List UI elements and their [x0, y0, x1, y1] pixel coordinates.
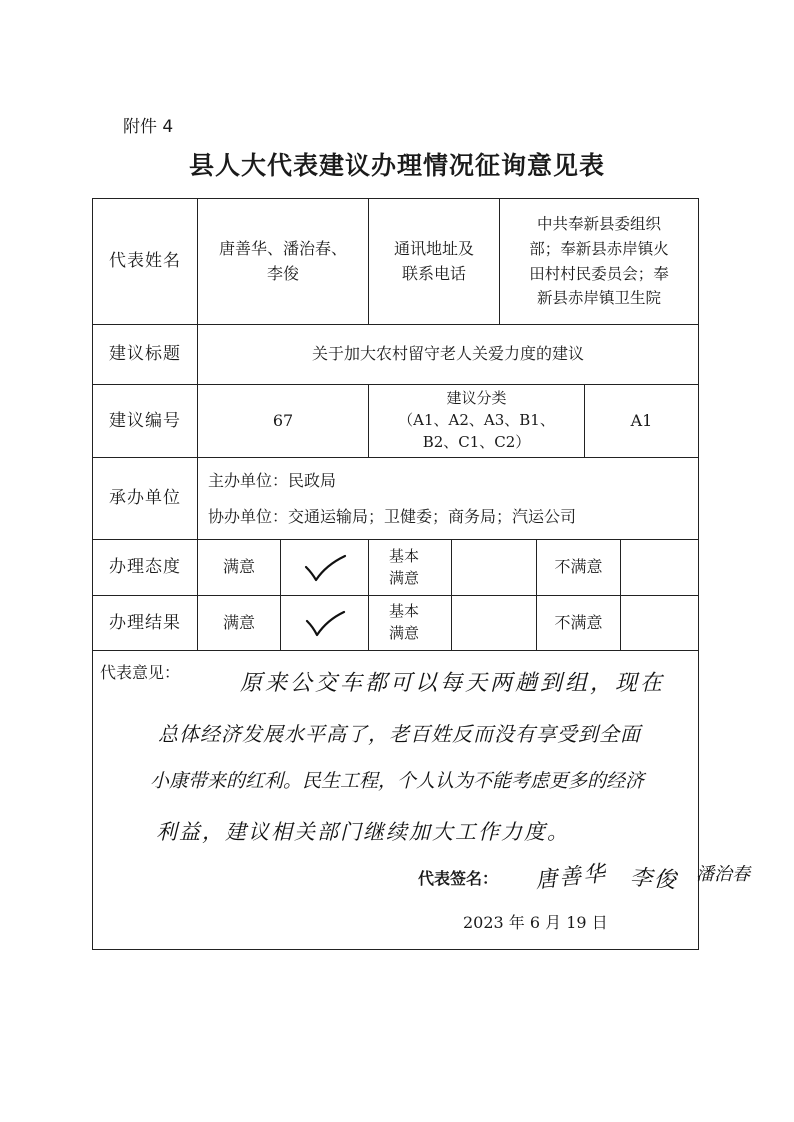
result-unsatisfied-label: 不满意 [536, 595, 621, 651]
checkmark-icon [302, 608, 348, 638]
attitude-satisfied-box[interactable] [280, 539, 369, 596]
opinion-line-2: 总体经济发展水平高了，老百姓反而没有享受到全面 [158, 722, 641, 746]
opinion-line-4: 利益，建议相关部门继续加大工作力度。 [156, 820, 570, 844]
proposal-title-label: 建议标题 [92, 324, 198, 385]
proposal-title-value: 关于加大农村留守老人关爱力度的建议 [197, 324, 699, 385]
contact-label: 通讯地址及 联系电话 [368, 198, 500, 325]
proposal-number-label: 建议编号 [92, 384, 198, 458]
category-value: A1 [584, 384, 699, 458]
attitude-unsatisfied-label: 不满意 [536, 539, 621, 596]
result-basic-label: 基本 满意 [368, 595, 452, 651]
signature-date: 2023 年 6 月 19 日 [463, 913, 608, 932]
attachment-label: 附件 4 [123, 117, 174, 137]
attitude-basic-label: 基本 满意 [368, 539, 452, 596]
rep-names-value: 唐善华、潘治春、 李俊 [197, 198, 369, 325]
page-title: 县人大代表建议办理情况征询意见表 [188, 151, 605, 180]
result-satisfied-label: 满意 [197, 595, 281, 651]
result-satisfied-box[interactable] [280, 595, 369, 651]
attitude-unsatisfied-box[interactable] [620, 539, 699, 596]
proposal-number-value: 67 [197, 384, 369, 458]
signature-1: 唐善华 [534, 861, 609, 894]
result-basic-box[interactable] [451, 595, 537, 651]
lead-unit: 主办单位：民政局 [208, 471, 337, 491]
category-label: 建议分类 （A1、A2、A3、B1、 B2、C1、C2） [368, 384, 585, 458]
rep-name-label: 代表姓名 [92, 198, 198, 325]
opinion-label: 代表意见： [100, 663, 181, 682]
attitude-label: 办理态度 [92, 539, 198, 596]
opinion-line-3: 小康带来的红利。民生工程，个人认为不能考虑更多的经济 [150, 770, 645, 792]
attitude-basic-box[interactable] [451, 539, 537, 596]
contact-value: 中共奉新县委组织 部；奉新县赤岸镇火 田村村民委员会；奉 新县赤岸镇卫生院 [499, 198, 699, 325]
checkmark-icon [302, 553, 348, 583]
signature-2: 李俊 [629, 865, 679, 894]
handling-unit-label: 承办单位 [92, 457, 198, 540]
signature-3: 潘治春 [696, 864, 750, 885]
attitude-satisfied-label: 满意 [197, 539, 281, 596]
signature-label: 代表签名： [418, 869, 499, 888]
handling-unit-value [197, 457, 699, 540]
result-label: 办理结果 [92, 595, 198, 651]
assist-units: 协办单位：交通运输局；卫健委；商务局；汽运公司 [208, 506, 577, 526]
opinion-line-1: 原来公交车都可以每天两趟到组，现在 [240, 671, 666, 696]
result-unsatisfied-box[interactable] [620, 595, 699, 651]
